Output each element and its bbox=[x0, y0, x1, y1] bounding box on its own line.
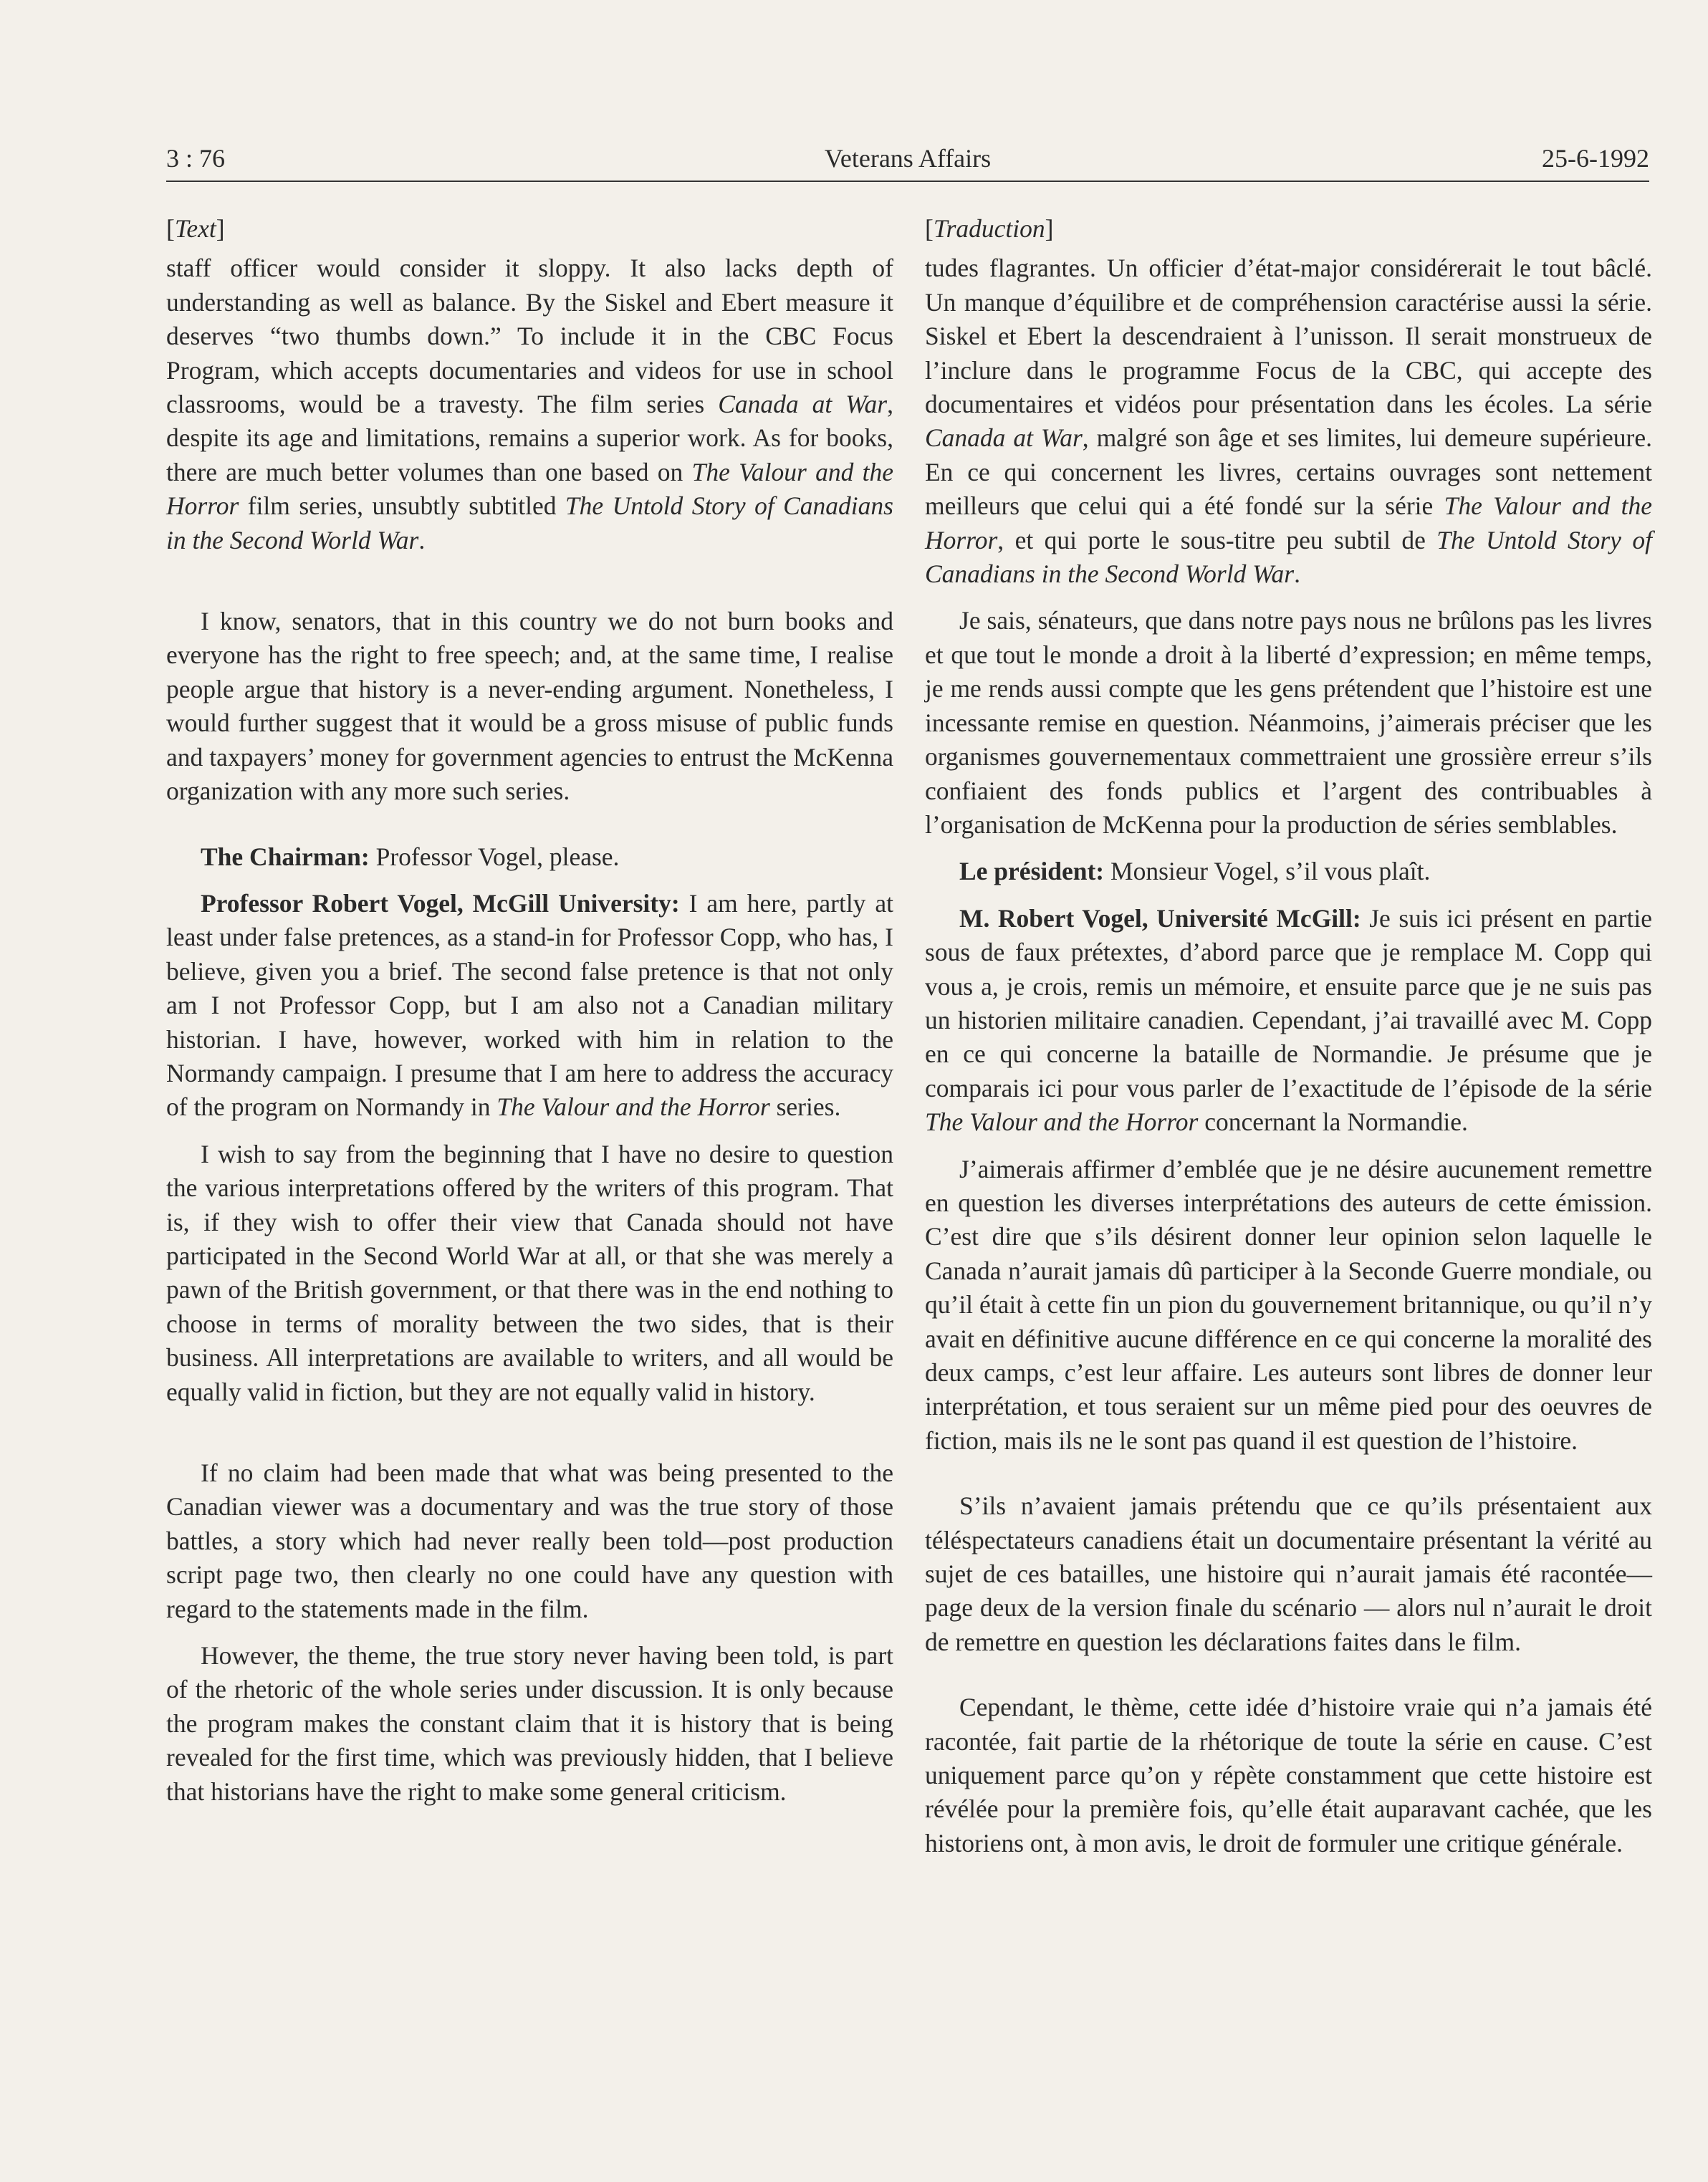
paragraph-5-fr: J’aimerais affirmer d’emblée que je ne désire aucunement remettre en question les diverses interprétations des auteurs de cette émission. C’est dire que s’ils désirent donner leur opinion selon laquelle le Canada n’aurait jamais dû participer à la Seconde Guerre mondiale, ou qu’il était à cette fin un pion du gouvernement britannique, ou qu’il n’y avait en définitive aucune différence en ce qui concerne la moralité des deux camps, c’est leur affaire. Les auteurs sont libres de donner leur interprétation, et tous seraient sur un même pied pour des oeuvres de fiction, mais ils ne le sont pas quand il est question de l’histoire. bbox=[925, 1154, 1652, 1455]
paragraph-2: I know, senators, that in this country we do not burn books and everyone has the right to free speech; and, at the same time, I realise people argue that history is a never-ending argument. Nonetheless, I would further suggest that it would be a gross misuse of public funds and taxpayers’ money for government agencies to entrust the McKenna organization with any more such series. bbox=[166, 607, 893, 806]
traduction-label: [Traduction] bbox=[925, 214, 1054, 243]
paragraph-6-fr: S’ils n’avaient jamais prétendu que ce qu’ils présentaient aux téléspectateurs canadiens était un documentaire présentant la vérité au sujet de ces batailles, une histoire qui n’aurait jamais été racontée—page deux de la version finale du scénario — alors nul n’aurait le droit de remettre en question les déclarations faites dans le film. bbox=[925, 1491, 1652, 1656]
president-speech: Le président: Monsieur Vogel, s’il vous plaît. bbox=[959, 857, 1431, 886]
paragraph-7-fr: Cependant, le thème, cette idée d’histoire vraie qui n’a jamais été racontée, fait partie de la rhétorique de toute la série en cause. C’est uniquement parce qu’on y répète constamment que cette histoire est révélée pour la première fois, qu’elle était auparavant cachée, que les historiens ont, à mon avis, le droit de formuler une critique générale. bbox=[925, 1693, 1652, 1857]
french-column bbox=[925, 212, 1652, 1873]
paragraph-1: staff officer would consider it sloppy. It also lacks depth of understanding as well as balance. By the Siskel and Ebert measure it deserves “two thumbs down.” To include it in the CBC Focus Program, which accepts documentaries and videos for use in school classrooms, would be a travesty. The film series Canada at War, despite its age and limitations, remains a superior work. As for books, there are much better volumes than one based on The Valour and the Horror film series, unsubtly subtitled The Untold Story of Canadians in the Second World War. bbox=[166, 254, 893, 554]
vogel-speech-fr: M. Robert Vogel, Université McGill: Je suis ici présent en partie sous de faux prétextes, d’abord parce que je remplace M. Copp qui vous a, je crois, remis un mémoire, et ensuite parce que je ne suis pas un historien militaire canadien. Cependant, j’ai travaillé avec M. Copp en ce qui concerne la bataille de Normandie. Je présume que je comparais ici pour vous parler de l’exactitude de l’épisode de la série The Valour and the Horror concernant la Normandie. bbox=[925, 903, 1652, 1137]
page-number: 3 : 76 bbox=[166, 144, 226, 173]
paragraph-6: If no claim had been made that what was being presented to the Canadian viewer was a documentary and was the true story of those battles, a story which had never really been told—post production script page two, then clearly no one could have any question with regard to the statements made in the film. bbox=[166, 1458, 893, 1623]
header-date: 25-6-1992 bbox=[1542, 144, 1649, 173]
paragraph-5: I wish to say from the beginning that I have no desire to question the various interpretations offered by the writers of this program. That is, if they wish to offer their view that Canada should not have participated in the Second World War at all, or that she was merely a pawn of the British government, or that there was in the end nothing to choose in terms of morality between the two sides, that is their business. All interpretations are available to writers, and all would be equally valid in fiction, but they are not equally valid in history. bbox=[166, 1139, 893, 1406]
publication-title: Veterans Affairs bbox=[824, 144, 992, 173]
text-label: [Text] bbox=[166, 214, 225, 243]
paragraph-1-fr: tudes flagrantes. Un officier d’état-major considérerait le tout bâclé. Un manque d’équilibre et de compréhension caractérise aussi la série. Siskel et Ebert la descendraient à l’unisson. Il serait monstrueux de l’inclure dans le programme Focus de la CBC, qui accepte des documentaires et vidéos pour présentation dans les écoles. La série Canada at War, malgré son âge et ses limites, lui demeure supérieure. En ce qui concernent les livres, certains ouvrages sont nettement meilleurs que celui qui a été fondé sur la série The Valour and the Horror, et qui porte le sous-titre peu subtil de The Untold Story of Canadians in the Second World War. bbox=[925, 254, 1652, 589]
chairman-speech: The Chairman: Professor Vogel, please. bbox=[201, 842, 620, 871]
english-column bbox=[166, 212, 893, 1822]
vogel-speech: Professor Robert Vogel, McGill University: I am here, partly at least under false pretences, as a stand-in for Professor Copp, who has, I believe, given you a brief. The second false pretence is that not only am I not Professor Copp, but I am also not a Canadian military historian. I have, however, worked with him in relation to the Normandy campaign. I presume that I am here to address the accuracy of the program on Normandy in The Valour and the Horror series. bbox=[166, 888, 893, 1122]
running-header bbox=[166, 140, 1649, 182]
paragraph-7: However, the theme, the true story never having been told, is part of the rhetoric of the whole series under discussion. It is only because the program makes the constant claim that it is history that is being revealed for the first time, which was previously hidden, that I believe that historians have the right to make some general criticism. bbox=[166, 1641, 893, 1806]
paragraph-2-fr: Je sais, sénateurs, que dans notre pays nous ne brûlons pas les livres et que tout le monde a droit à la liberté d’expression; en même temps, je me rends aussi compte que les gens prétendent que l’histoire est une incessante remise en question. Néanmoins, j’aimerais préciser que les organismes gouvernementaux commettraient une grossière erreur s’ils confiaient des fonds publics et l’argent des contribuables à l’organisation de McKenna pour la production de séries semblables. bbox=[925, 606, 1652, 839]
